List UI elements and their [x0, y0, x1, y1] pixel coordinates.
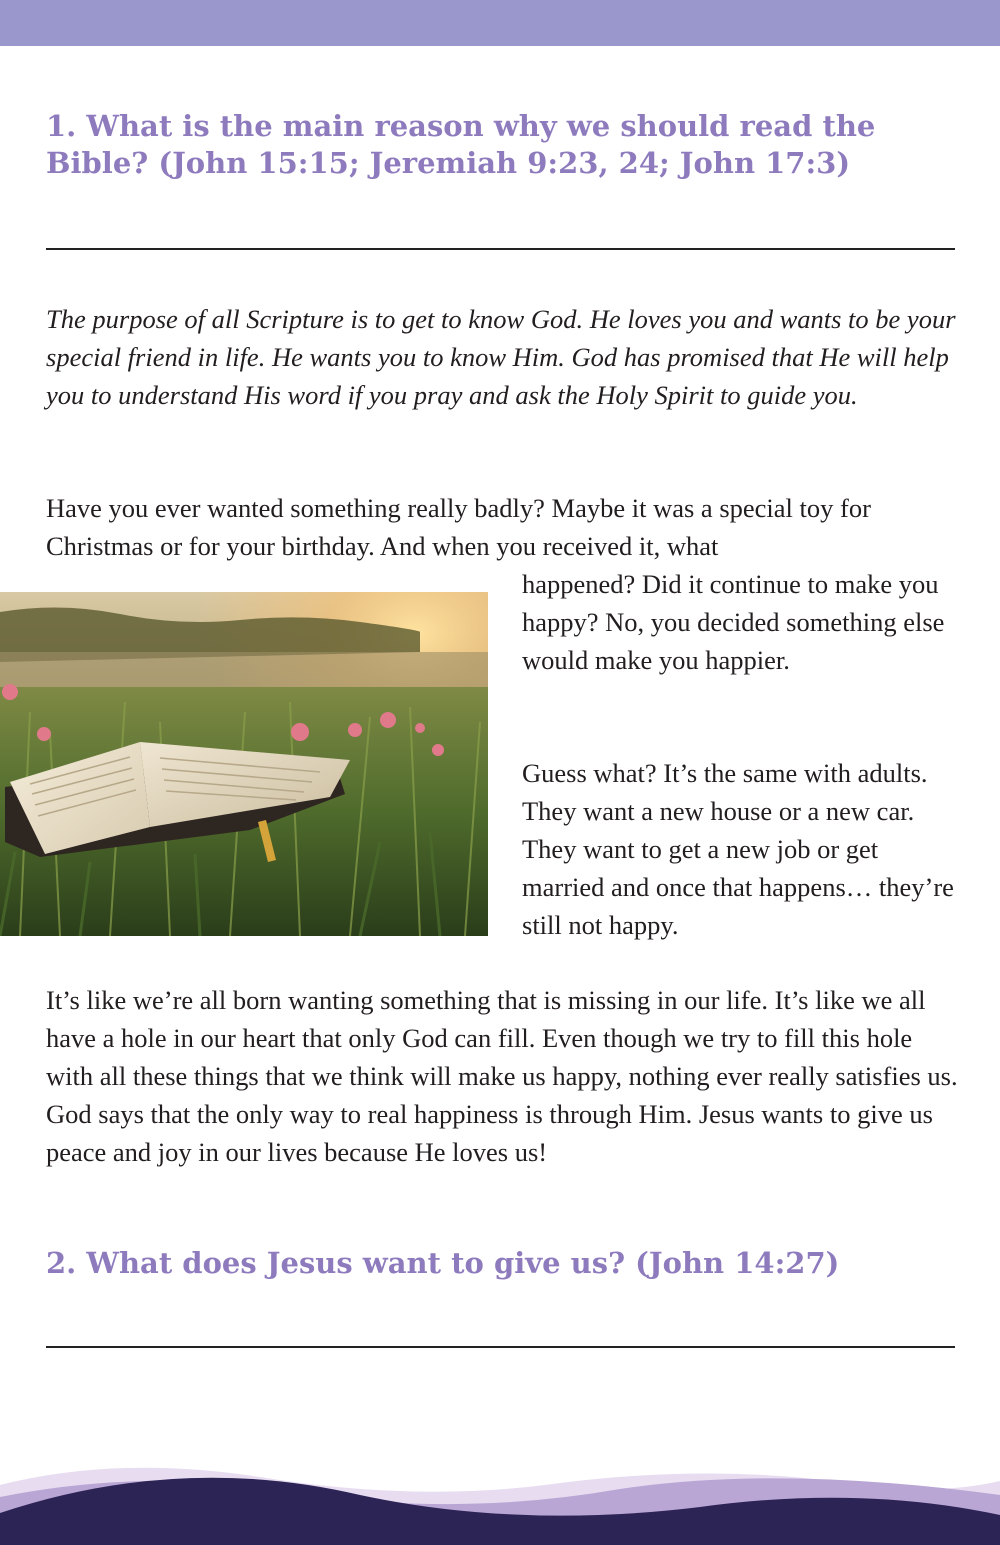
intro-paragraph: The purpose of all Scripture is to get to know God. He loves you and wants to be your special friend in life. He wants you to know Him. God has promised that He will help you to understand His word if you pray and ask the Holy Spirit to guide you. — [46, 304, 956, 410]
header-bar — [0, 0, 1000, 46]
question-1: 1. What is the main reason why we should read the Bible? (John 15:15; Jeremiah 9:23, 24; John 17:3) — [46, 109, 876, 180]
question-2: 2. What does Jesus want to give us? (John 14:27) — [46, 1246, 840, 1280]
born-wanting-paragraph: It’s like we’re all born wanting something that is missing in our life. It’s like we all have a hole in our heart that only God can fill. Even though we try to fill this hole with all these things that we think will make us happy, nothing ever really satisfies us. God says that the only way to real happiness is through Him. Jesus wants to give us peace and joy in our lives because He loves us! — [46, 985, 958, 1167]
footer-wave — [0, 1455, 1000, 1545]
answer-line-1[interactable] — [46, 248, 955, 250]
guess-paragraph: Guess what? It’s the same with adults. They want a new house or a new car. They want to get a new job or get married and once that happens… they’re still not happy. — [522, 758, 954, 940]
wanted-paragraph: Have you ever wanted something really badly? Maybe it was a special toy for Christmas or for your birthday. And when you received it, what — [46, 493, 871, 561]
bible-in-grass-photo — [0, 592, 488, 936]
answer-line-2[interactable] — [46, 1346, 955, 1348]
wanted-paragraph-continued: happened? Did it continue to make you happy? No, you decided something else would make you happier. — [522, 569, 945, 675]
